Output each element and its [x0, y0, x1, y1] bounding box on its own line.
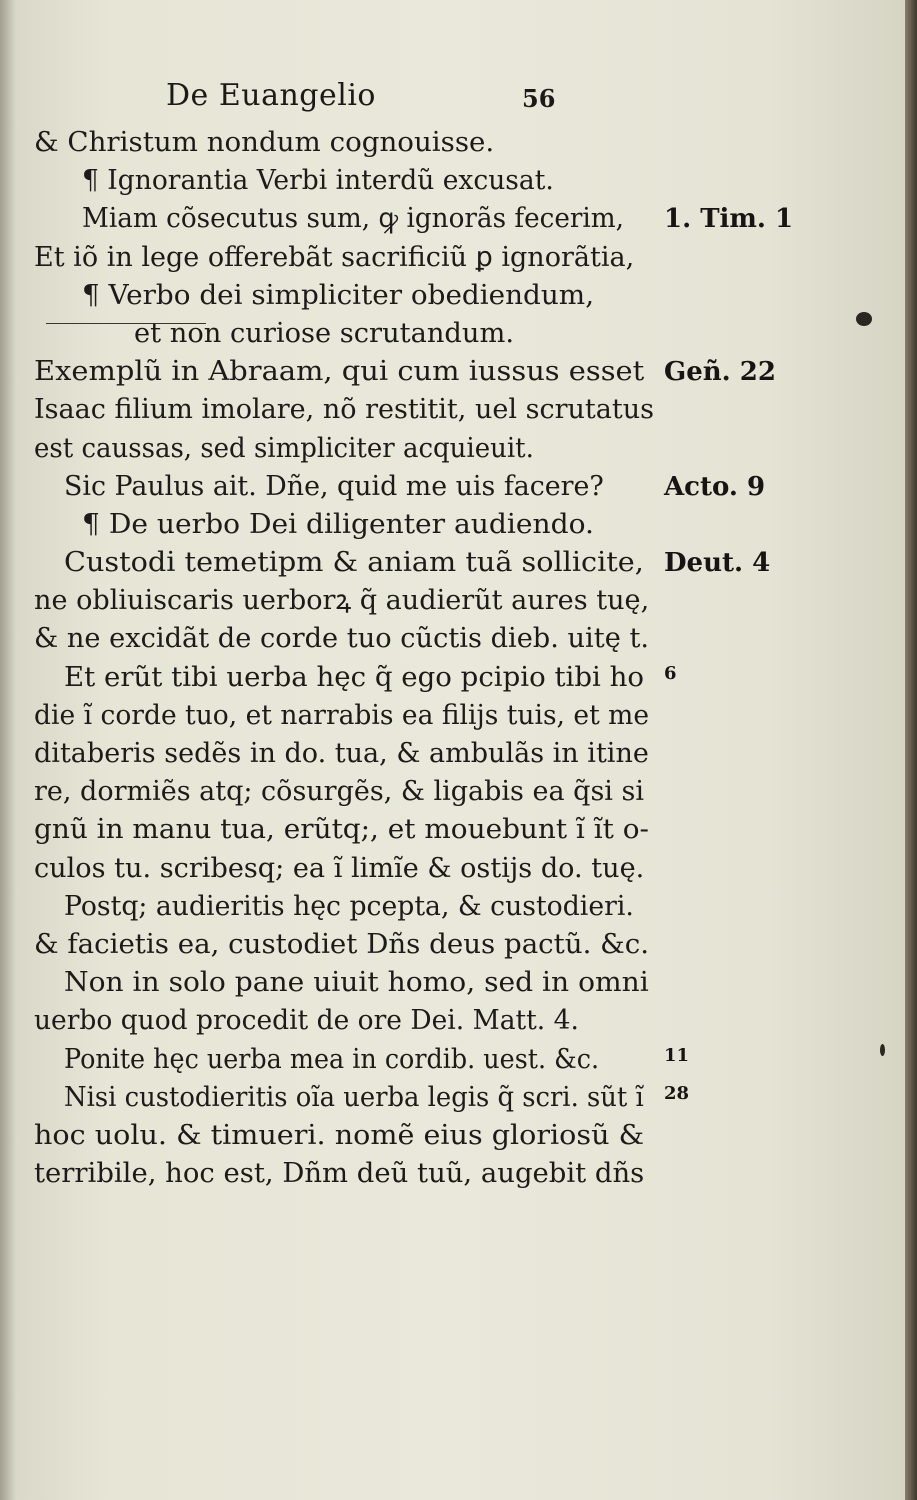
text-line-content: gnũ in manu tua, erũtq;, et mouebunt ĩ ĩt o- [34, 814, 649, 846]
marginal-citation: Acto. 9 [664, 471, 766, 502]
text-line-content: re, dormiẽs atq; cõsurgẽs, & ligabis ea q̃si si [34, 776, 645, 808]
text-line [34, 315, 664, 353]
main-text-block [34, 124, 664, 1193]
text-line [34, 162, 664, 200]
marginal-citation: 6 [664, 662, 677, 684]
text-line-content: Et iõ in lege offerebãt sacrificiũ ꝑ ignorãtia, [34, 241, 635, 273]
text-line-content: Non in solo pane uiuit homo, sed in omni [64, 967, 649, 999]
text-line [34, 850, 664, 888]
text-line-content: Isaac filium imolare, nõ restitit, uel scrutatus [34, 394, 655, 426]
text-line [34, 582, 664, 620]
text-line [34, 888, 664, 926]
marginal-citation: 28 [664, 1083, 690, 1104]
text-line-content: Et erũt tibi uerba hęc q̃ ego pcipio tibi ho [64, 661, 645, 693]
text-line-content: Miam cõsecutus sum, ꝙ ignorãs fecerim, [82, 203, 625, 235]
text-line-content: culos tu. scribesq; ea ĩ limĩe & ostijs do. tuę. [34, 852, 645, 884]
text-line [34, 811, 664, 849]
ink-speck [856, 312, 872, 326]
running-head: De Euangelio [166, 78, 376, 113]
text-line-content: terribile, hoc est, Dñm deũ tuũ, augebit dñs [34, 1158, 645, 1190]
text-line-content: ¶ Verbo dei simpliciter obediendum, [82, 279, 595, 311]
text-line [34, 735, 664, 773]
marginal-citation: 1. Tim. 1 [664, 204, 794, 235]
text-line [34, 697, 664, 735]
text-line [34, 1079, 664, 1117]
text-line [34, 1041, 664, 1079]
text-line-content: ditaberis sedẽs in do. tua, & ambulãs in itine [34, 738, 649, 769]
text-line [34, 1002, 664, 1040]
text-line-content: ¶ Ignorantia Verbi interdũ excusat. [82, 165, 554, 197]
text-line [34, 277, 664, 315]
text-line-content: Sic Paulus ait. Dñe, quid me uis facere? [64, 470, 604, 502]
text-line [34, 773, 664, 811]
text-line-content: & ne excidãt de corde tuo cũctis dieb. uitę t. [34, 623, 650, 655]
marginal-citation: Deut. 4 [664, 548, 771, 579]
text-line [34, 353, 664, 391]
text-line [34, 620, 664, 658]
text-line-content: Postq; audieritis hęc pcepta, & custodieri. [64, 890, 634, 922]
text-line [34, 1117, 664, 1155]
page-header [0, 78, 905, 118]
text-line-content: hoc uolu. & timueri. nomẽ eius gloriosũ & [34, 1119, 645, 1151]
binding-shadow [0, 0, 16, 1500]
text-line [34, 239, 664, 277]
text-line [34, 544, 664, 582]
text-line [34, 964, 664, 1002]
text-line-content: ¶ De uerbo Dei diligenter audiendo. [82, 508, 594, 540]
text-line-content: et non curiose scrutandum. [134, 317, 514, 349]
page-edge [905, 0, 917, 1500]
text-line [34, 430, 664, 468]
marginal-citation: Geñ. 22 [664, 357, 776, 388]
text-line-content: Nisi custodieritis oĩa uerba legis q̃ scri. sũt ĩ [64, 1081, 644, 1113]
text-line [34, 926, 664, 964]
text-line-content: Ponite hęc uerba mea in cordib. uest. &c. [64, 1043, 600, 1075]
text-line-content: Custodi temetipm & aniam tuã sollicite, [64, 547, 644, 579]
text-line-content: Exemplũ in Abraam, qui cum iussus esset [34, 356, 645, 388]
text-line [34, 1155, 664, 1193]
text-line [34, 124, 664, 162]
text-line-content: & Christum nondum cognouisse. [34, 127, 495, 158]
marginal-citation: 11 [664, 1044, 690, 1066]
text-line [34, 468, 664, 506]
text-line [34, 506, 664, 544]
text-line-content: est caussas, sed simpliciter acquieuit. [34, 432, 534, 464]
text-line-content: uerbo quod procedit de ore Dei. Matt. 4. [34, 1005, 579, 1037]
text-line-content: & facietis ea, custodiet Dñs deus pactũ. &c. [34, 928, 650, 960]
text-line-content: ne obliuiscaris uerborꝝ q̃ audierũt aures tuę, [34, 585, 650, 617]
text-line [34, 391, 664, 429]
folio-number: 56 [522, 84, 556, 113]
text-line [34, 200, 664, 238]
text-line [34, 659, 664, 697]
ink-speck [880, 1044, 885, 1056]
text-line-content: die ĩ corde tuo, et narrabis ea filijs tuis, et me [34, 699, 650, 731]
